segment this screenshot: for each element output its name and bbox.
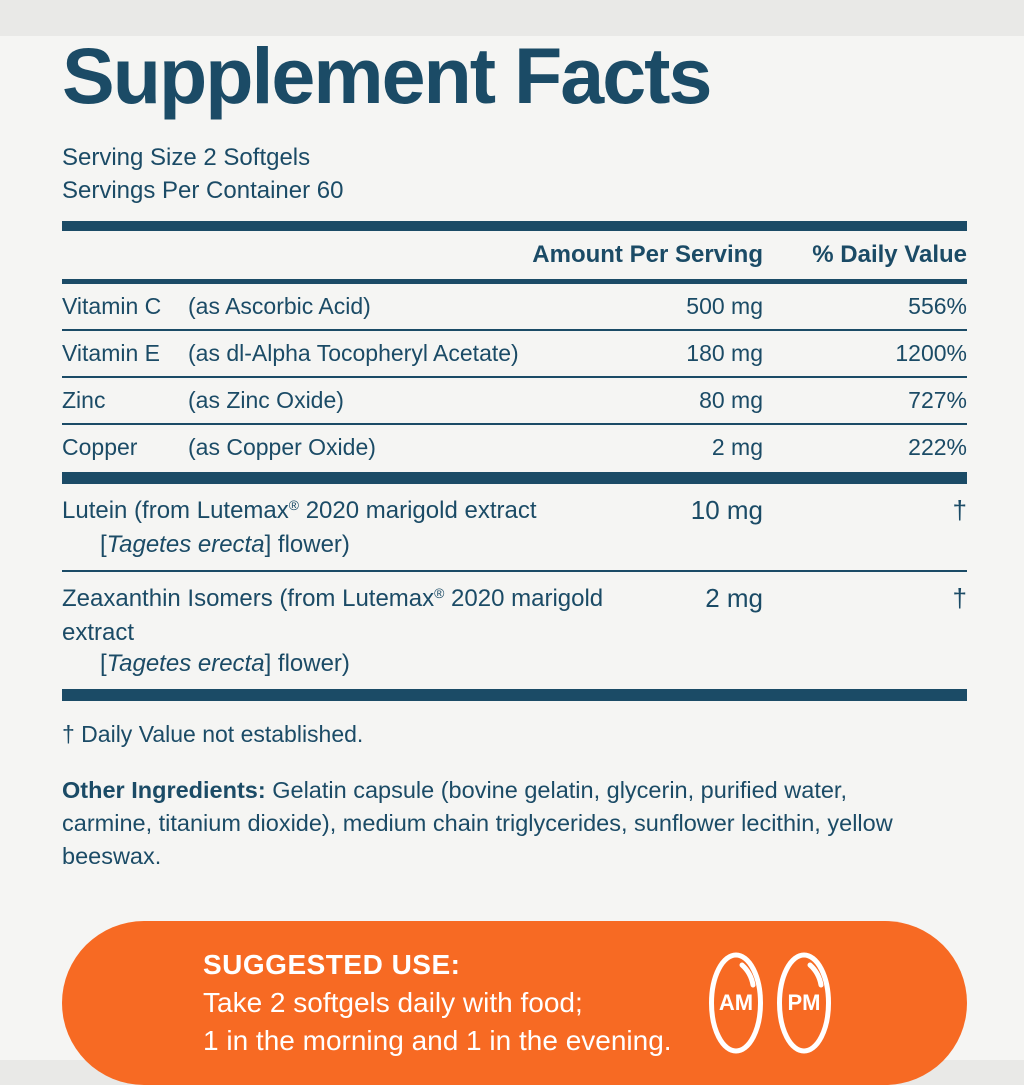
- nutrient-amount: 10 mg: [690, 495, 763, 525]
- softgel-icons: [708, 952, 832, 1054]
- other-ingredients-text: Gelatin capsule (bovine gelatin, glycerin, purified water, carmine, titanium dioxide), medium chain triglycerides, sunflower lecithin, yellow beeswax.: [62, 777, 893, 869]
- nutrient-amount: 500 mg: [686, 293, 763, 319]
- servings-per-container: Servings Per Container 60: [62, 177, 344, 204]
- nutrient-amount: 2 mg: [711, 434, 763, 460]
- registered-mark: ®: [434, 585, 445, 602]
- table-bottom-rule: [62, 689, 967, 701]
- suggested-use-line1: Take 2 softgels daily with food;: [203, 987, 583, 1018]
- registered-mark: ®: [288, 497, 300, 514]
- table-header-row: [62, 231, 967, 279]
- nutrient-name: [62, 495, 653, 560]
- suggested-use-panel: [62, 921, 967, 1085]
- suggested-use-line2: 1 in the morning and 1 in the evening.: [203, 1025, 672, 1056]
- daily-value-dagger: †: [952, 583, 967, 613]
- serving-size: Serving Size 2 Softgels: [62, 144, 311, 171]
- nutrient-source: (as Ascorbic Acid): [188, 293, 371, 319]
- other-ingredients: [62, 774, 967, 873]
- nutrient-name: Vitamin E: [62, 340, 161, 366]
- table-row-zinc: [62, 376, 967, 423]
- nutrient-daily-value: 222%: [908, 434, 967, 460]
- section-divider-rule: [62, 472, 967, 484]
- table-row-lutein: [62, 484, 967, 570]
- nutrient-amount: 180 mg: [686, 340, 763, 366]
- nutrient-name: Copper: [62, 434, 138, 460]
- pm-label: PM: [787, 990, 821, 1015]
- daily-value-dagger: †: [952, 495, 967, 525]
- page-title: Supplement Facts: [62, 31, 711, 120]
- nutrient-source: (as Copper Oxide): [188, 434, 376, 460]
- nutrient-table: [62, 284, 967, 470]
- nutrient-daily-value: 1200%: [895, 340, 967, 366]
- botanical-table: [62, 484, 967, 689]
- nutrient-name-line2: [Tagetes erecta] flower): [100, 650, 350, 677]
- table-row-zeaxanthin: [62, 570, 967, 689]
- nutrient-name-line2: [Tagetes erecta] flower): [100, 531, 350, 558]
- nutrient-name-line1: Zeaxanthin Isomers (from Lutemax® 2020 marigold extract: [62, 585, 604, 646]
- nutrient-source: (as Zinc Oxide): [188, 387, 344, 413]
- nutrient-name-line1: Lutein (from Lutemax® 2020 marigold extract: [62, 497, 537, 524]
- softgel-pm-icon: [776, 952, 832, 1054]
- header-percent-daily-value: % Daily Value: [812, 241, 967, 268]
- daily-value-footnote: † Daily Value not established.: [62, 721, 364, 747]
- supplement-facts-label: [0, 31, 1024, 1060]
- table-top-rule: [62, 221, 967, 231]
- nutrient-name: [62, 583, 653, 679]
- latin-name: Tagetes erecta: [106, 531, 265, 558]
- nutrient-daily-value: 556%: [908, 293, 967, 319]
- softgel-am-icon: [708, 952, 764, 1054]
- table-row-vitamin-c: [62, 284, 967, 329]
- suggested-use-heading: SUGGESTED USE:: [203, 949, 461, 980]
- nutrient-source: (as dl-Alpha Tocopheryl Acetate): [188, 340, 519, 366]
- other-ingredients-label: Other Ingredients:: [62, 777, 266, 803]
- nutrient-daily-value: 727%: [908, 387, 967, 413]
- nutrient-name: Vitamin C: [62, 293, 162, 319]
- nutrient-amount: 80 mg: [699, 387, 763, 413]
- table-row-vitamin-e: [62, 329, 967, 376]
- header-amount-per-serving: Amount Per Serving: [532, 241, 763, 268]
- serving-info: [62, 141, 967, 207]
- table-row-copper: [62, 423, 967, 470]
- am-label: AM: [718, 990, 754, 1015]
- suggested-use-text: [203, 946, 708, 1060]
- nutrient-amount: 2 mg: [705, 583, 763, 613]
- latin-name: Tagetes erecta: [106, 650, 265, 677]
- nutrient-name: Zinc: [62, 387, 106, 413]
